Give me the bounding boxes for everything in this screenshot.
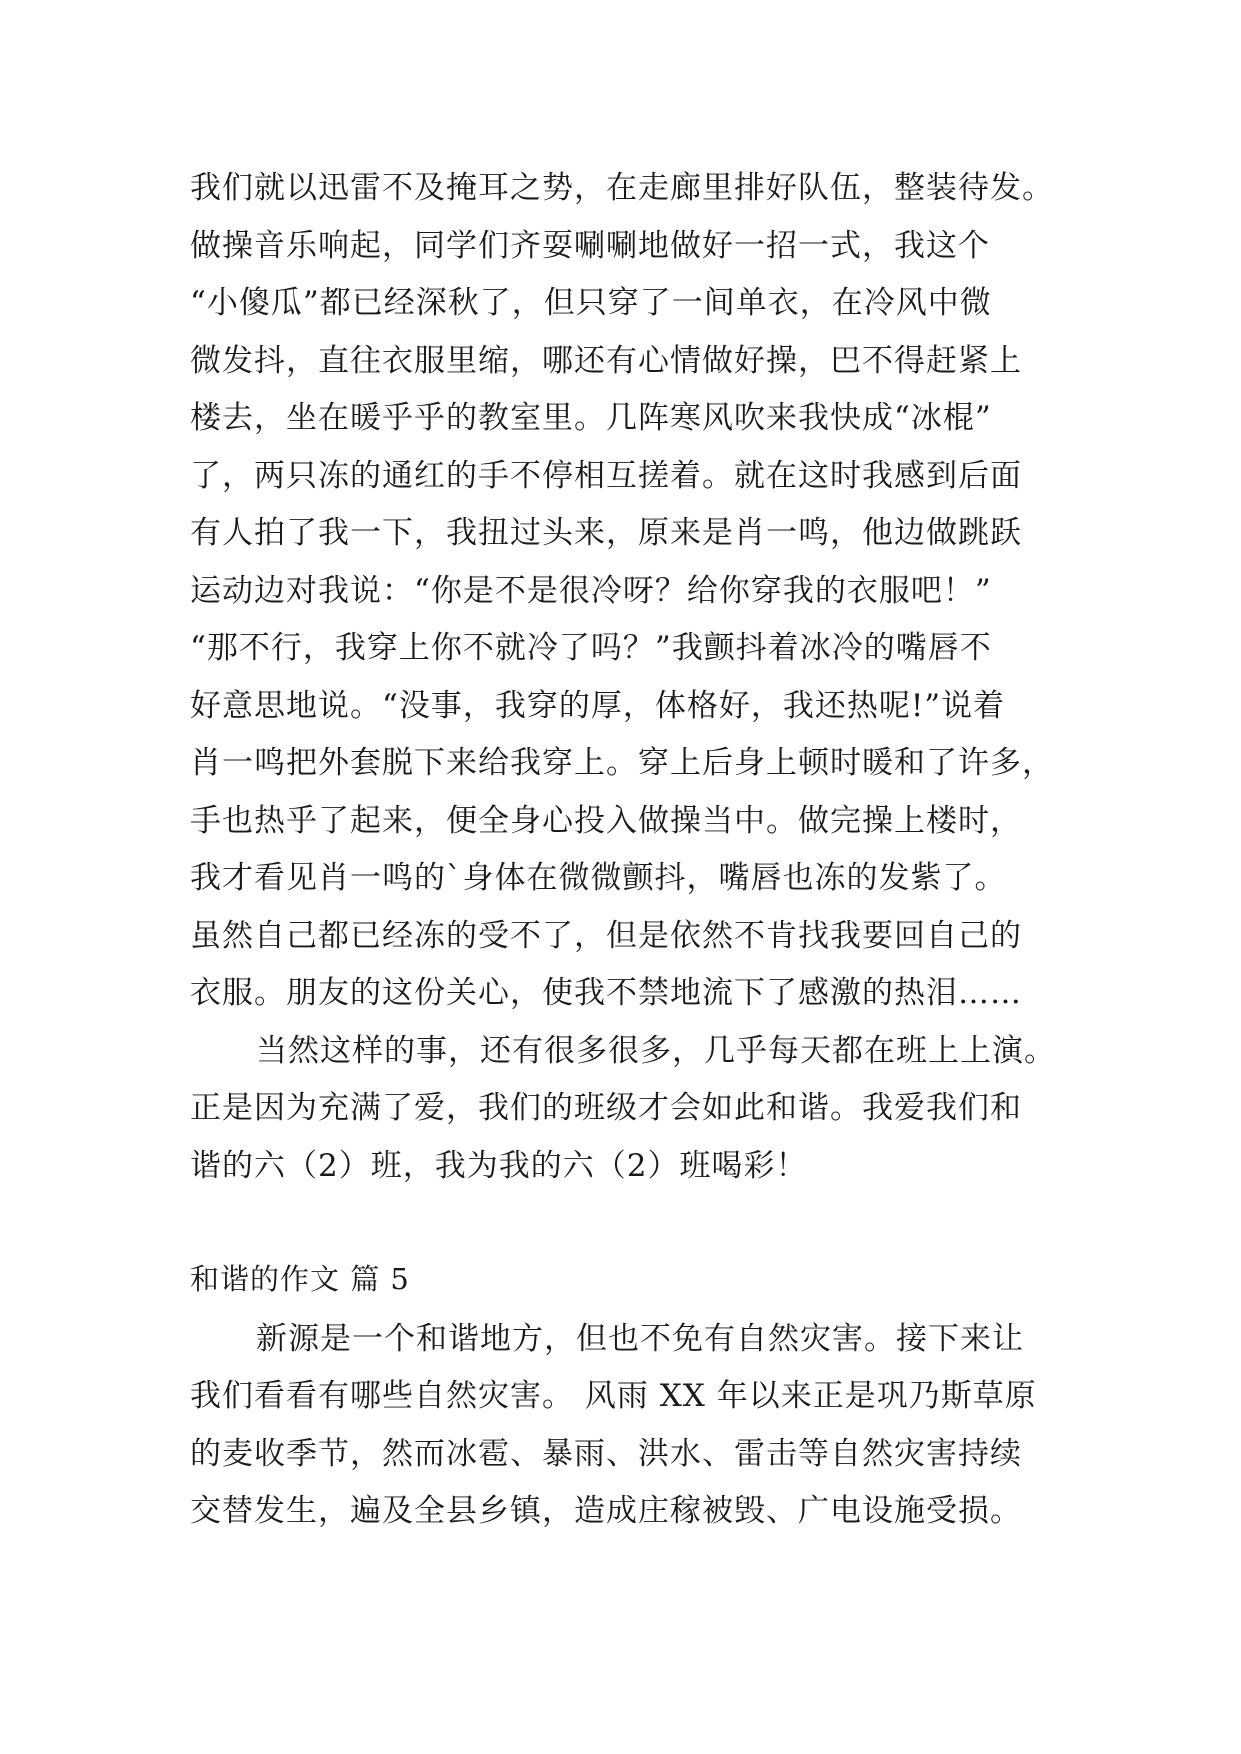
text-line: 肖一鸣把外套脱下来给我穿上。穿上后身上顿时暖和了许多， [190, 745, 1054, 781]
text-line: 当然这样的事，还有很多很多，几乎每天都在班上上演。 [256, 1032, 1056, 1069]
text-line: 虽然自己都已经冻的受不了，但是依然不肯找我要回自己的 [190, 917, 1022, 954]
text-line: 做操音乐响起，同学们齐耍唰唰地做好一招一式，我这个 [190, 227, 990, 264]
text-line: “那不行，我穿上你不就冷了吗？”我颤抖着冰冷的嘴唇不 [190, 630, 992, 666]
document-page [190, 160, 1070, 1541]
text-line: 我们就以迅雷不及掩耳之势，在走廊里排好队伍，整装待发。 [190, 170, 1054, 206]
text-line: 我才看见肖一鸣的`身体在微微颤抖，嘴唇也冻的发紫了。 [190, 860, 1007, 896]
paragraph-essay-5 [190, 1311, 1070, 1541]
text-line: 楼去，坐在暖乎乎的教室里。几阵寒风吹来我快成“冰棍” [190, 400, 992, 436]
text-line: “小傻瓜”都已经深秋了，但只穿了一间单衣，在冷风中微 [190, 285, 992, 321]
text-line: 衣服。朋友的这份关心，使我不禁地流下了感激的热泪…… [190, 975, 1022, 1011]
text-line: 交替发生，遍及全县乡镇，造成庄稼被毁、广电设施受损。 [190, 1493, 1022, 1529]
text-line: 有人拍了我一下，我扭过头来，原来是肖一鸣，他边做跳跃 [190, 515, 1022, 551]
text-line: 手也热乎了起来，便全身心投入做操当中。做完操上楼时， [190, 802, 1022, 839]
text-line: 谐的六（2）班，我为我的六（2）班喝彩！ [190, 1147, 808, 1184]
text-line: 的麦收季节，然而冰雹、暴雨、洪水、雷击等自然灾害持续 [190, 1435, 1022, 1472]
text-line: 了，两只冻的通红的手不停相互搓着。就在这时我感到后面 [190, 457, 1022, 494]
section-heading: 和谐的作文 篇 5 [190, 1262, 410, 1296]
text-line: 新源是一个和谐地方，但也不免有自然灾害。接下来让 [256, 1320, 1024, 1357]
text-line: 我们看看有哪些自然灾害。 风雨 XX 年以来正是巩乃斯草原 [190, 1378, 1037, 1414]
text-line: 运动边对我说：“你是不是很冷呀？给你穿我的衣服吧！” [190, 572, 992, 609]
text-line: 微发抖，直往衣服里缩，哪还有心情做好操，巴不得赶紧上 [190, 342, 1022, 379]
paragraph-story [190, 160, 1070, 1023]
paragraph-conclusion [190, 1023, 1070, 1196]
text-line: 好意思地说。“没事，我穿的厚，体格好，我还热呢!”说着 [190, 687, 1006, 724]
text-line: 正是因为充满了爱，我们的班级才会如此和谐。我爱我们和 [190, 1090, 1022, 1126]
